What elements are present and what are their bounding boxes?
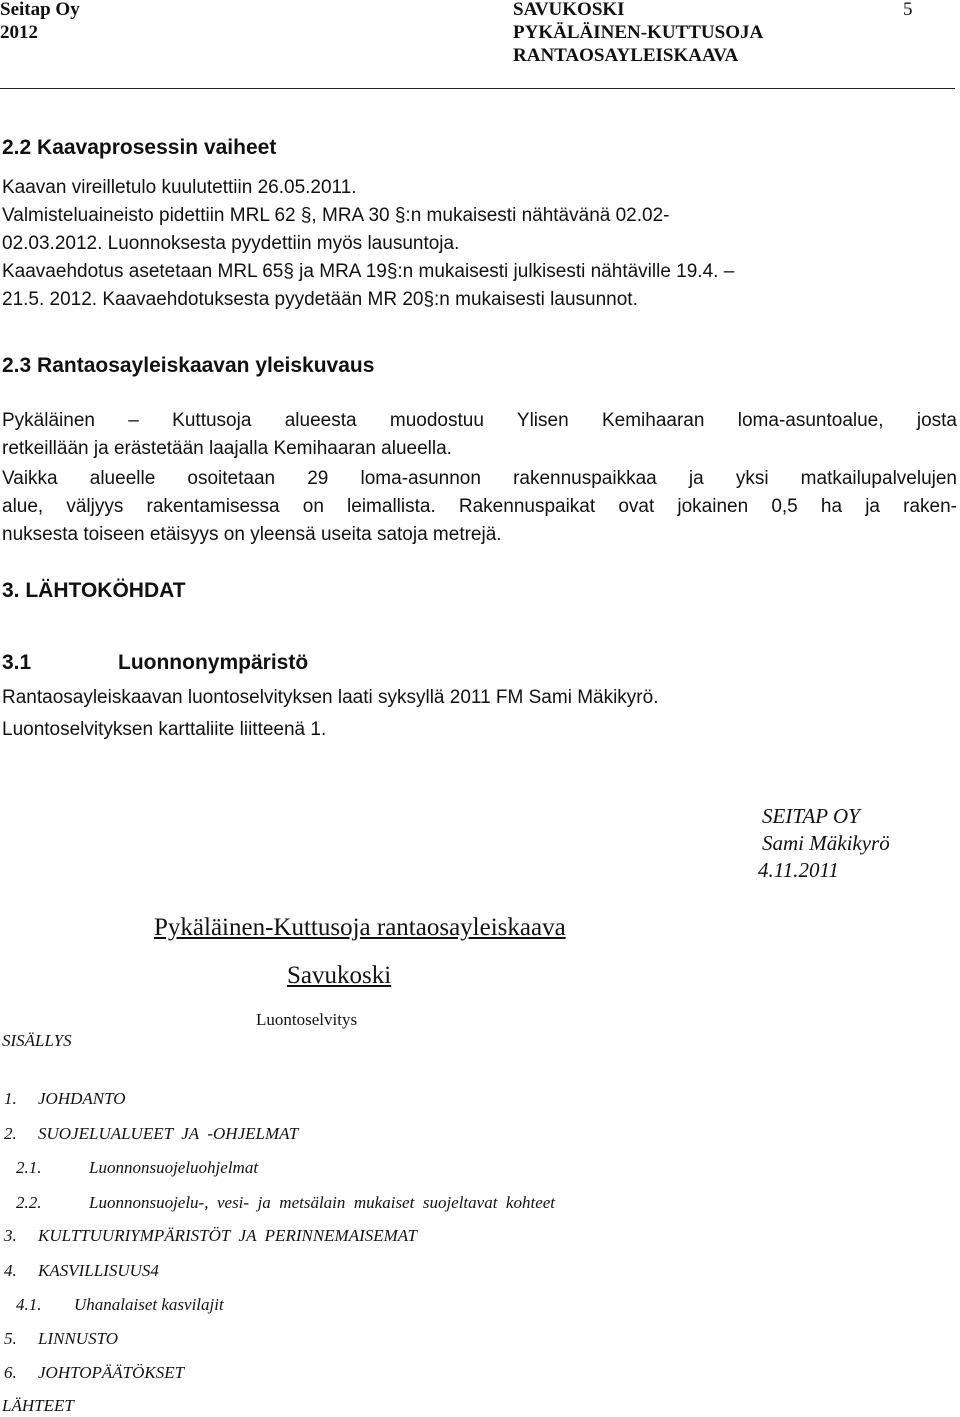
process-line-3: 02.03.2012. Luonnoksesta pyydettiin myös lausuntoja. xyxy=(2,233,460,254)
overview-p2-line-2: alue, väljyys rakentamisessa on leimallista. Rakennuspaikat ovat jokainen 0,5 ha ja raken- xyxy=(2,496,957,517)
process-line-4: Kaavaehdotus asetetaan MRL 65§ ja MRA 19§:n mukaisesti julkisesti nähtäville 19.4. – xyxy=(2,261,735,282)
report-title: Pykäläinen-Kuttusoja rantaosayleiskaava xyxy=(154,914,566,941)
nature-survey-line-1: Rantaosayleiskaavan luontoselvityksen laati syksyllä 2011 FM Sami Mäkikyrö. xyxy=(2,687,659,708)
header-company: Seitap Oy xyxy=(0,0,80,20)
toc-item-4-1: Uhanalaiset kasvilajit xyxy=(74,1295,224,1314)
process-line-2: Valmisteluaineisto pidettiin MRL 62 §, MRA 30 §:n mukaisesti nähtävänä 02.02- xyxy=(2,205,670,226)
overview-p2-line-1: Vaikka alueelle osoitetaan 29 loma-asunnon rakennuspaikkaa ja yksi matkailupalvelujen xyxy=(2,468,957,489)
header-page-number: 5 xyxy=(903,0,913,20)
toc-item-2: SUOJELUALUEET JA -OHJELMAT xyxy=(38,1124,299,1143)
overview-paragraph-1 xyxy=(2,407,957,463)
toc-num-2-1: 2.1. xyxy=(16,1158,42,1177)
process-line-1: Kaavan vireilletulo kuulutettiin 26.05.2011. xyxy=(2,177,357,198)
toc-num-2-2: 2.2. xyxy=(16,1193,42,1212)
header-municipality: SAVUKOSKI xyxy=(513,0,625,20)
toc-item-2-1: Luonnonsuojeluohjelmat xyxy=(89,1158,259,1177)
nature-survey-line-2: Luontoselvityksen karttaliite liitteenä 1. xyxy=(2,719,327,740)
signature-date: 4.11.2011 xyxy=(758,858,839,882)
report-subtitle: Luontoselvitys xyxy=(256,1010,358,1029)
toc-num-4-1: 4.1. xyxy=(16,1295,42,1314)
toc-num-1: 1. xyxy=(4,1089,17,1108)
report-place: Savukoski xyxy=(287,962,392,989)
toc-num-2: 2. xyxy=(4,1124,17,1143)
toc-num-5: 5. xyxy=(4,1329,17,1348)
toc-item-2-2: Luonnonsuojelu-, vesi- ja metsälain mukaiset suojeltavat kohteet xyxy=(89,1193,556,1212)
overview-paragraph-2 xyxy=(2,465,957,549)
overview-p1-line-1: Pykäläinen – Kuttusoja alueesta muodostuu Ylisen Kemihaaran loma-asuntoalue, josta xyxy=(2,410,957,431)
section-title-3-1: Luonnonympäristö xyxy=(118,651,309,674)
toc-heading: SISÄLLYS xyxy=(2,1031,72,1050)
toc-item-references: LÄHTEET xyxy=(2,1396,74,1415)
toc-num-4: 4. xyxy=(4,1261,17,1280)
section-heading-2-2: 2.2 Kaavaprosessin vaiheet xyxy=(2,136,277,159)
section-heading-2-3: 2.3 Rantaosayleiskaavan yleiskuvaus xyxy=(2,354,375,377)
section-heading-3: 3. LÄHTOKÖHDAT xyxy=(2,579,186,602)
toc-num-6: 6. xyxy=(4,1363,17,1382)
header-plan-area: PYKÄLÄINEN-KUTTUSOJA xyxy=(513,22,764,43)
header-rule xyxy=(0,88,955,89)
section-number-3-1: 3.1 xyxy=(2,651,32,674)
toc-item-5: LINNUSTO xyxy=(38,1329,118,1348)
toc-item-6: JOHTOPÄÄTÖKSET xyxy=(38,1363,185,1382)
overview-p2-line-3: nuksesta toiseen etäisyys on yleensä useita satoja metrejä. xyxy=(2,524,502,545)
signature-name: Sami Mäkikyrö xyxy=(762,831,890,855)
process-line-5: 21.5. 2012. Kaavaehdotuksesta pyydetään MR 20§:n mukaisesti lausunnot. xyxy=(2,289,638,310)
signature-company: SEITAP OY xyxy=(762,804,860,828)
toc-num-3: 3. xyxy=(4,1226,17,1245)
toc-item-4: KASVILLISUUS4 xyxy=(38,1261,159,1280)
toc-item-3: KULTTUURIYMPÄRISTÖT JA PERINNEMAISEMAT xyxy=(38,1226,418,1245)
header-plan-type: RANTAOSAYLEISKAAVA xyxy=(513,45,739,66)
overview-p1-line-2: retkeillään ja erästetään laajalla Kemihaaran alueella. xyxy=(2,438,452,459)
header-year: 2012 xyxy=(0,22,38,43)
toc-item-1: JOHDANTO xyxy=(38,1089,126,1108)
